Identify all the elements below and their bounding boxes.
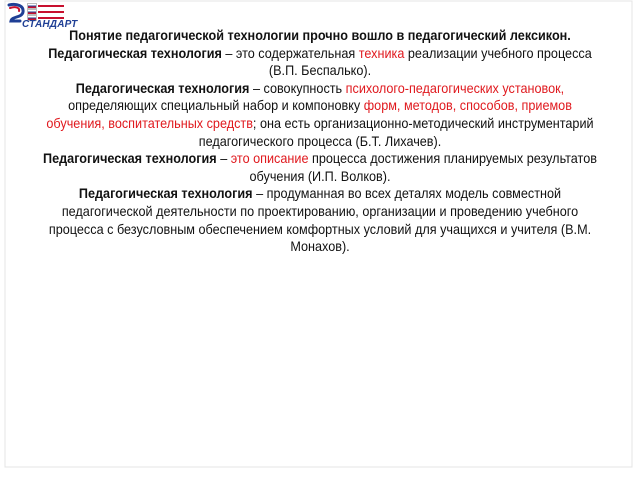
- highlight-text: форм, методов, способов, приемов обучения, воспитательных средств: [46, 98, 572, 131]
- logo-line: [38, 5, 64, 7]
- flag-icon: [28, 10, 36, 14]
- intro-text: Понятие педагогической технологии прочно вошло в педагогический лексикон.: [69, 28, 571, 43]
- logo-wordmark: СТАНДАРТ: [22, 19, 78, 30]
- highlight-text: техника: [358, 45, 405, 61]
- highlight-text: психолого-педагогических установок,: [345, 80, 565, 96]
- text-fragment: – продуманная во всех деталях модель совместной педагогической деятельности по проектированию, организации и проведению учебного процесса с безусловным обеспечением комфортных условий для учащихся и учителя (В.М. Монахов).: [48, 186, 592, 255]
- term-label: Педагогическая технология: [43, 151, 217, 167]
- definition-bespalko: [41, 45, 599, 80]
- text-fragment: определяющих специальный набор и компоновку: [68, 98, 364, 114]
- text-fragment: реализации учебного процесса (В.П. Беспалько).: [268, 45, 592, 79]
- definition-volkov: [41, 150, 599, 185]
- logo-flags: [28, 3, 70, 19]
- text-fragment: – совокупность: [249, 80, 346, 96]
- text-fragment: ; она есть организационно-методический инструментарий педагогического процесса (Б.Т. Лихачев).: [198, 115, 594, 149]
- term-label: Педагогическая технология: [48, 45, 222, 61]
- term-label: Педагогическая технология: [75, 80, 250, 96]
- intro-paragraph: [41, 27, 599, 45]
- logo-line: [38, 11, 64, 13]
- flag-icon: [28, 4, 36, 8]
- slide-text: [41, 27, 599, 256]
- text-fragment: – это содержательная: [221, 45, 359, 61]
- highlight-text: это описание: [230, 151, 309, 167]
- definition-monakhov: [41, 185, 599, 255]
- definition-likhachev: [41, 80, 599, 150]
- term-label: Педагогическая технология: [78, 186, 253, 202]
- text-fragment: –: [216, 151, 231, 167]
- text-fragment: процесса достижения планируемых результатов обучения (И.П. Волков).: [249, 151, 597, 184]
